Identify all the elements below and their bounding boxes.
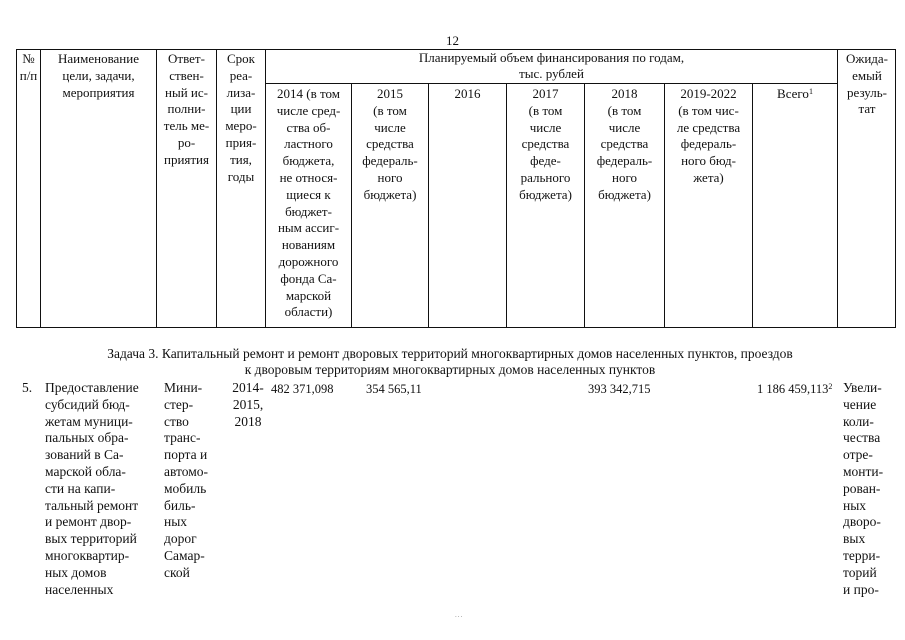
header-2019-2022: 2019-2022 (в том чис- ле средства федераль- ного бюд- жета)	[676, 86, 741, 185]
value-total	[757, 381, 832, 397]
header-responsible: Ответ- ствен- ный ис- полни- тель ме- ро- приятия	[163, 51, 210, 167]
value-2018: 393 342,715	[588, 382, 651, 396]
header-no: № п/п	[19, 51, 38, 83]
header-2016: 2016	[454, 86, 481, 101]
row-number: 5.	[22, 380, 33, 395]
footer-mark: ...	[455, 611, 464, 619]
header-expected: Ожида- емый резуль- тат	[845, 51, 889, 117]
header-name: Наименование цели, задачи, мероприятия	[58, 51, 139, 100]
header-total-label: Всего	[777, 86, 809, 101]
row-expected: Увели- чение коли- чества отре- монти- рован- ных дворо- вых терри- торий и про-	[843, 380, 884, 597]
task-heading: Задача 3. Капитальный ремонт и ремонт дворовых территорий многоквартирных домов населенных пунктов, проездов к дворовым территориям многоквартирных домов населенных пунктов	[107, 346, 793, 377]
header-term: Срок реа- лиза- ции меро- прия- тия, годы	[225, 51, 257, 184]
table-header	[16, 49, 896, 328]
row-name: Предоставление субсидий бюд- жетам муници- пальных обра- зований в Са- марской обла- сти на капи- тальный ремонт и ремонт двор- вых территорий многоквартир- ных домов населенных	[45, 380, 139, 597]
header-2015: 2015 (в том числе средства федераль- ного бюджета)	[362, 86, 418, 202]
header-2017: 2017 (в том числе средства феде- рального бюджета)	[519, 86, 572, 202]
row-term: 2014- 2015, 2018	[232, 380, 264, 429]
header-2018: 2018 (в том числе средства федераль- ного бюджета)	[596, 86, 653, 202]
value-total-number: 1 186 459,113	[757, 382, 829, 396]
header-total-footnote: 1	[808, 87, 813, 96]
header-funding-group: Планируемый объем финансирования по годам, тыс. рублей	[418, 50, 685, 81]
value-total-footnote: 2	[828, 382, 833, 391]
header-2014: 2014 (в том числе сред- ства об- ластного бюджета, не относя- щиеся к бюджет- ным ассиг- нованиям дорожного фонда Са- марской области)	[276, 86, 341, 320]
row-responsible: Мини- стер- ство транс- порта и автомо- мобиль биль- ных дорог Самар- ской	[164, 380, 209, 580]
value-2014: 482 371,098	[271, 382, 334, 396]
header-total	[753, 86, 837, 103]
page-number: 12	[446, 33, 459, 48]
value-2015: 354 565,11	[366, 382, 422, 396]
